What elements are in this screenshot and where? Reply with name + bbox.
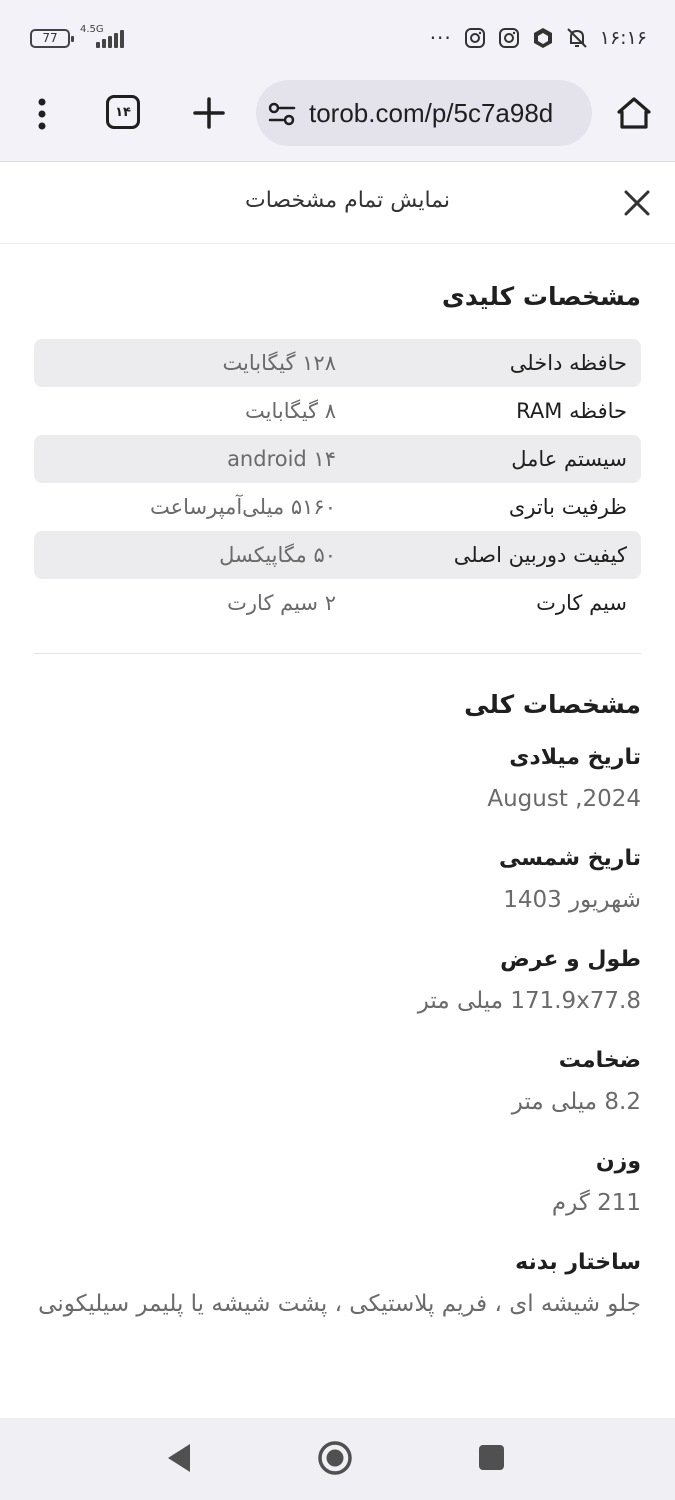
table-row	[34, 579, 641, 627]
system-nav-bar	[0, 1418, 675, 1500]
close-icon	[620, 186, 654, 220]
browser-toolbar	[0, 76, 675, 162]
spec-value: 171.9x77.8 میلی متر	[417, 988, 641, 1014]
instagram-icon	[464, 27, 486, 49]
address-bar[interactable]	[256, 80, 592, 146]
new-tab-button[interactable]	[188, 92, 230, 134]
spec-value: 8.2 میلی متر	[511, 1089, 641, 1115]
spec-value: 211 گرم	[551, 1190, 641, 1216]
back-icon	[160, 1438, 200, 1478]
table-row	[34, 435, 641, 483]
status-right	[430, 22, 647, 54]
spec-value: جلو شیشه ای ، فریم پلاستیکی ، پشت شیشه یا پلیمر سیلیکونی	[38, 1291, 641, 1317]
instagram-icon	[498, 27, 520, 49]
spec-label: ضخامت	[558, 1048, 641, 1073]
status-bar	[0, 0, 675, 76]
recents-icon	[472, 1438, 512, 1478]
general-specs-title: مشخصات کلی	[464, 690, 641, 719]
table-row	[34, 387, 641, 435]
table-row	[34, 483, 641, 531]
back-button[interactable]	[160, 1438, 200, 1478]
signal-icon	[96, 30, 124, 48]
spec-label: تاریخ میلادی	[509, 745, 641, 770]
close-button[interactable]	[620, 186, 654, 220]
tab-count: ۱۴	[115, 104, 131, 120]
more-notifications-icon: ···	[429, 26, 452, 50]
specs-sheet-header	[0, 162, 675, 244]
home-icon	[615, 94, 653, 132]
recents-button[interactable]	[472, 1438, 512, 1478]
spec-label: سیستم عامل	[511, 447, 627, 471]
battery-level: 77	[42, 31, 58, 45]
spec-value: ۵۰ مگاپیکسل	[219, 543, 336, 567]
spec-label: حافظه RAM	[516, 399, 627, 423]
site-settings-icon[interactable]	[268, 100, 296, 128]
table-row	[34, 531, 641, 579]
table-row	[34, 339, 641, 387]
spec-value: شهریور 1403	[503, 887, 641, 913]
spec-label: ساختار بدنه	[515, 1250, 641, 1275]
spec-label: سیم کارت	[536, 591, 627, 615]
app-hexagon-icon	[532, 27, 554, 49]
network-type: 4.5G	[80, 24, 104, 35]
spec-label: تاریخ شمسی	[499, 846, 641, 871]
spec-label: حافظه داخلی	[509, 351, 627, 375]
spec-label: کیفیت دوربین اصلی	[453, 543, 627, 567]
more-menu-icon	[22, 94, 62, 134]
key-specs-table	[34, 339, 641, 627]
list-item	[34, 1149, 641, 1220]
list-item	[34, 745, 641, 816]
list-item	[34, 1250, 641, 1321]
more-menu-button[interactable]	[22, 94, 62, 134]
spec-value: android ۱۴	[227, 447, 336, 471]
add-tab-icon	[192, 96, 226, 130]
spec-value: ۲ سیم کارت	[227, 591, 336, 615]
sheet-title: نمایش تمام مشخصات	[245, 188, 450, 213]
tab-switcher-button[interactable]	[106, 95, 140, 129]
list-item	[34, 1048, 641, 1119]
home-button[interactable]	[613, 92, 655, 134]
battery-indicator	[30, 29, 70, 48]
specs-content	[34, 244, 641, 1321]
key-specs-title: مشخصات کلیدی	[441, 282, 641, 311]
spec-value: ۸ گیگابایت	[245, 399, 336, 423]
url-text: torob.com/p/5c7a98d	[309, 98, 554, 128]
spec-value: August ,2024	[487, 786, 641, 812]
spec-label: ظرفیت باتری	[508, 495, 627, 519]
section-divider	[34, 653, 641, 654]
spec-label: طول و عرض	[500, 947, 641, 972]
home-nav-button[interactable]	[315, 1438, 355, 1478]
spec-value: ۵۱۶۰ میلی‌آمپرساعت	[150, 495, 336, 519]
home-circle-icon	[315, 1438, 355, 1478]
spec-label: وزن	[595, 1149, 641, 1174]
clock: ۱۶:۱۶	[599, 27, 647, 49]
list-item	[34, 846, 641, 917]
list-item	[34, 947, 641, 1018]
spec-value: ۱۲۸ گیگابایت	[222, 351, 336, 375]
notifications-muted-icon	[566, 27, 588, 49]
